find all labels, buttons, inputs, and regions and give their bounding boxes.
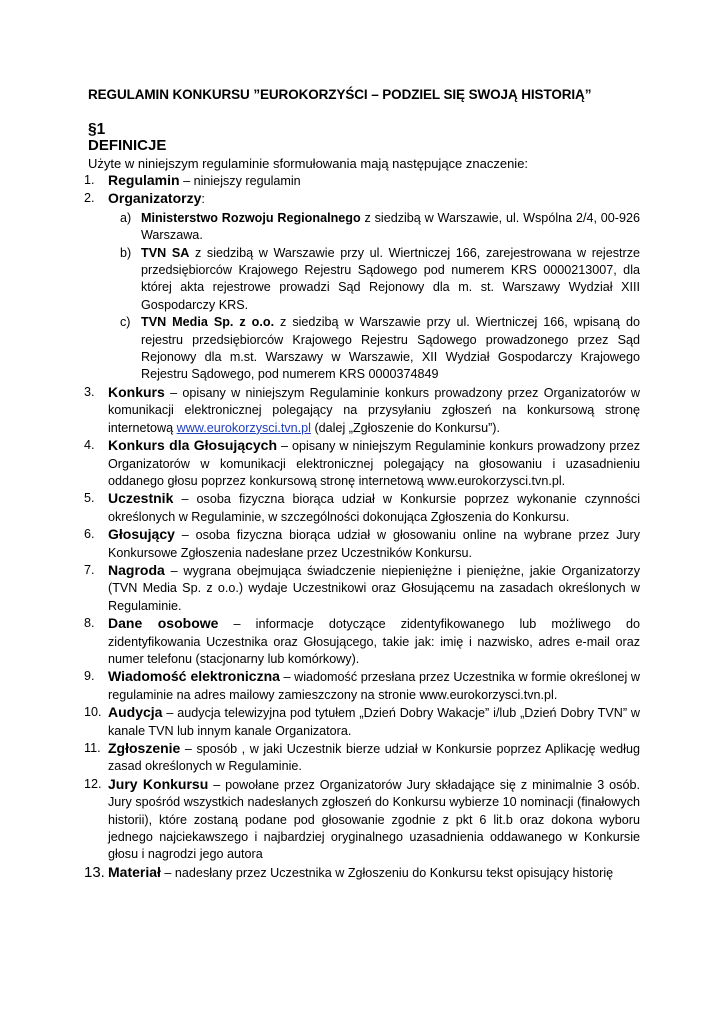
definition-desc-after: (dalej „Zgłoszenie do Konkursu”).	[310, 420, 500, 435]
definition-desc: – wygrana obejmująca świadczenie niepieniężne i pieniężne, jakie Organizatorzy (TVN Media Sp. z o.o.) wydaje Uczestnikowi oraz Głosującemu na zasadach określonych w Regulaminie.	[108, 563, 640, 613]
item-number: 1.	[84, 173, 95, 187]
definition-desc: – osoba fizyczna biorąca udział w głosowaniu online na wybrane przez Jury Konkursowe Zgłoszenia nadesłane przez Uczestników Konkursu.	[108, 528, 640, 560]
definition-term: Wiadomość elektroniczna	[108, 668, 280, 685]
organizer-letter: c)	[120, 315, 131, 330]
item-number: 6.	[84, 527, 95, 542]
item-number: 2.	[84, 191, 95, 206]
definition-term: Materiał	[108, 863, 161, 880]
organizer-item	[108, 245, 640, 315]
organizer-desc: z siedzibą w Warszawie, ul. Wspólna 2/4, 00-926 Warszawa.	[141, 210, 640, 243]
document-title: REGULAMIN KONKURSU ”EUROKORZYŚCI – PODZIEL SIĘ SWOJĄ HISTORIĄ”	[88, 87, 592, 102]
section-title: DEFINICJE	[88, 137, 167, 154]
definition-item	[84, 172, 640, 190]
organizer-item	[108, 314, 640, 384]
definition-term: Organizatorzy	[108, 190, 202, 207]
definition-term: Nagroda	[108, 561, 165, 578]
definition-item	[84, 384, 640, 437]
item-number: 9.	[84, 669, 95, 684]
definition-item	[84, 490, 640, 526]
definition-desc: – informacje dotyczące zidentyfikowanego lub możliwego do zidentyfikowania Uczestnika oraz Głosującego, takie jak: imię i nazwisko, adres e-mail oraz numer telefonu (stacjonarny lub komórkowy).	[108, 617, 640, 666]
definition-desc: – sposób , w jaki Uczestnik bierze udział w Konkursie poprzez Aplikację według zasad określonych w Regulaminie.	[108, 742, 640, 774]
organizers-list	[108, 210, 640, 384]
definition-desc: – wiadomość przesłana przez Uczestnika w formie określonej w regulaminie na adres mailowy zamieszczony na stronie www.eurokorzysci.tvn.pl.	[108, 670, 640, 702]
definition-desc: – niniejszy regulamin	[179, 174, 301, 188]
definition-desc: – audycja telewizyjna pod tytułem „Dzień Dobry Wakacje” i/lub „Dzień Dobry TVN” w kanale TVN lub innym kanale Organizatora.	[108, 706, 640, 738]
definition-term: Regulamin	[108, 172, 180, 188]
organizer-item	[108, 210, 640, 245]
organizer-desc: z siedzibą w Warszawie przy ul. Wiertniczej 166, wpisaną do rejestru przedsiębiorców Krajowego Rejestru Sądowego prowadzonego przez Sąd Rejonowy dla m.st. Warszawy w Warszawie, XII Wydział Gospodarczy Krajowego Rejestru Sądowego, pod numerem KRS 0000374849	[141, 315, 640, 382]
contest-website-link[interactable]: www.eurokorzysci.tvn.pl	[176, 420, 311, 435]
definition-term: Konkurs dla Głosujących	[108, 437, 278, 454]
definition-item	[84, 864, 640, 882]
definition-term: Konkurs	[108, 383, 165, 400]
section-intro: Użyte w niniejszym regulaminie sformułowania mają następujące znaczenie:	[88, 156, 529, 171]
item-number: 11.	[84, 741, 101, 755]
definition-item	[84, 437, 640, 490]
definition-desc: – osoba fizyczna biorąca udział w Konkursie poprzez wykonanie czynności określonych w Regulaminie, w szczególności dokonująca Zgłoszenia do Konkursu.	[108, 492, 640, 524]
definition-item	[84, 615, 640, 668]
definition-desc: – nadesłany przez Uczestnika w Zgłoszeniu do Konkursu tekst opisujący historię	[160, 865, 614, 880]
item-number: 13.	[84, 863, 105, 881]
organizer-name: TVN SA	[141, 245, 190, 260]
item-number: 12.	[84, 776, 102, 791]
definition-item	[84, 776, 640, 864]
item-number: 7.	[84, 562, 95, 577]
organizer-name: Ministerstwo Rozwoju Regionalnego	[141, 210, 361, 225]
definition-term: Jury Konkursu	[108, 775, 209, 792]
definition-desc: :	[201, 192, 205, 207]
organizer-letter: b)	[120, 245, 132, 260]
item-number: 5.	[84, 491, 95, 506]
definition-item	[84, 704, 640, 740]
organizer-desc: z siedzibą w Warszawie przy ul. Wiertniczej 166, zarejestrowana w rejestrze przedsiębiorców Krajowego Rejestru Sądowego pod numerem KRS 0000213007, dla której akta rejestrowe prowadzi Sąd Rejonowy dla m. st. Warszawy Wydział XIII Gospodarczy KRS.	[141, 245, 640, 312]
definition-desc: – opisany w niniejszym Regulaminie konkurs prowadzony przez Organizatorów w komunikacji elektronicznej polegający na głosowaniu i uzasadnieniu oddanego głosu poprzez konkursową stronę internetową www.eurokorzysci.tvn.pl.	[108, 439, 640, 488]
item-number: 8.	[84, 616, 95, 631]
definition-item	[84, 526, 640, 562]
organizer-name: TVN Media Sp. z o.o.	[141, 315, 275, 330]
definition-item	[84, 668, 640, 704]
definition-item	[84, 740, 640, 776]
section-number: §1	[88, 121, 106, 138]
definition-term: Audycja	[108, 704, 163, 721]
definition-item	[84, 562, 640, 615]
definition-desc: – powołane przez Organizatorów Jury składające się z minimalnie 3 osób. Jury spośród wszystkich nadesłanych zgłoszeń do Konkursu wybierze 10 nominacji (finałowych historii), które zostaną podane pod głosowanie zgodnie z pkt 6 lit.b oraz dokona wyboru jednego najciekawszego i najbardziej oryginalnego uzasadnienia oddawanego w Konkursie głosu i nagrodzi jego autora	[108, 777, 640, 862]
definitions-list	[84, 172, 640, 882]
definition-term: Uczestnik	[108, 490, 174, 507]
organizer-letter: a)	[120, 210, 132, 225]
definition-term: Dane osobowe	[108, 615, 219, 632]
definition-term: Głosujący	[108, 526, 175, 543]
item-number: 4.	[84, 438, 95, 453]
definition-item	[84, 190, 640, 383]
item-number: 10.	[84, 705, 102, 720]
definition-desc: – opisany w niniejszym Regulaminie konkurs prowadzony przez Organizatorów w komunikacji elektronicznej polegający na przysyłaniu zgłoszeń na konkursową stronę internetową	[108, 385, 640, 435]
definition-term: Zgłoszenie	[108, 740, 181, 756]
item-number: 3.	[84, 384, 95, 399]
